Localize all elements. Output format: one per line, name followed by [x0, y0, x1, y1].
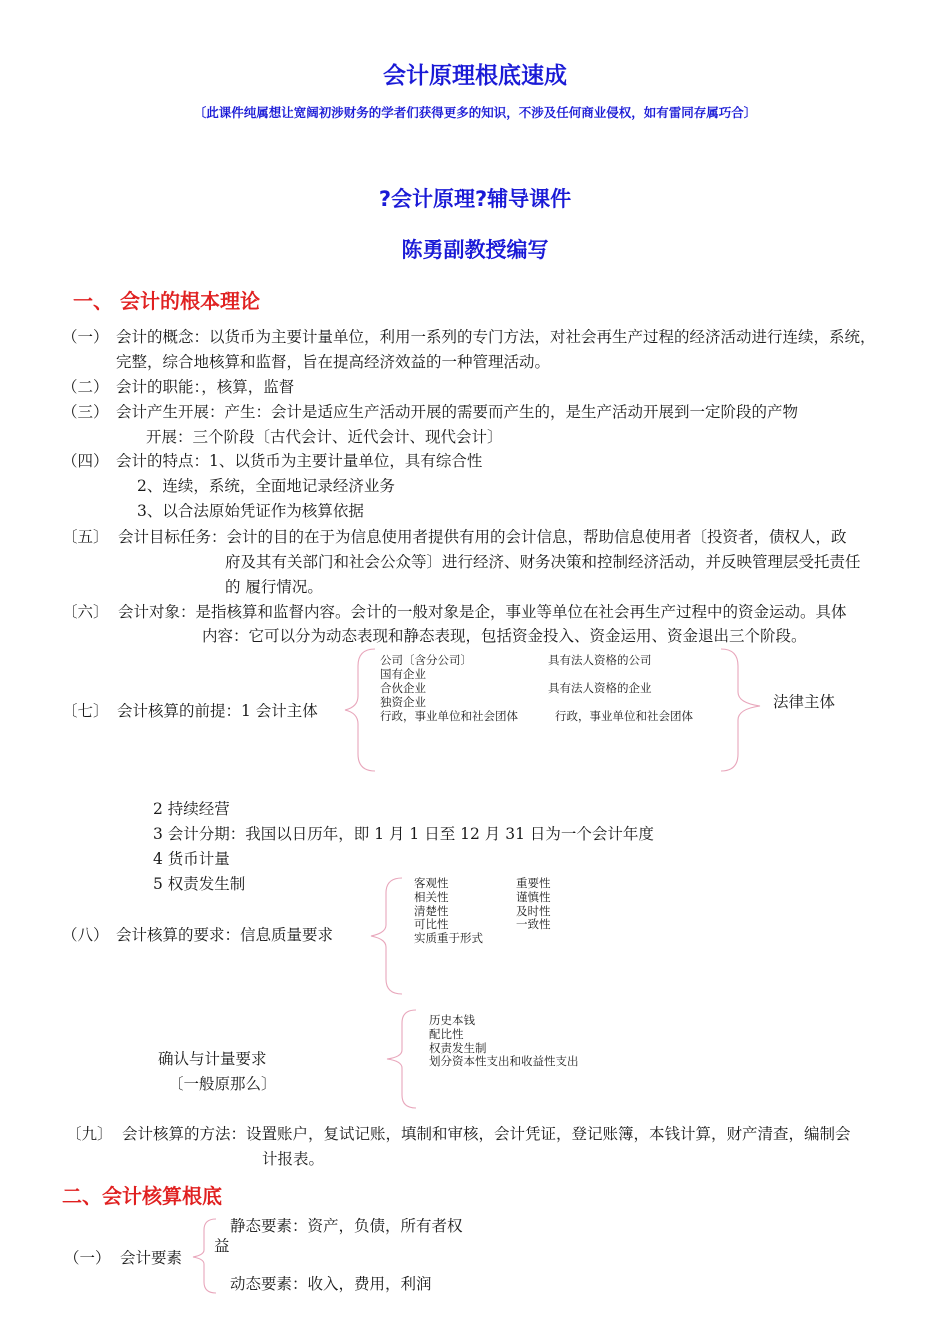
disclaimer: 〔此课件纯属想让宽阔初涉财务的学者们获得更多的知识，不涉及任何商业侵权，如有雷同存属巧合〕 [193, 105, 757, 120]
quality-left-3: 清楚性 [414, 904, 449, 918]
section-heading-2: 二、会计核算根底 [62, 1184, 222, 1208]
entity-right-2: 具有法人资格的企业 [548, 681, 652, 695]
premise-label: 会计核算的前提：1 会计主体 [117, 702, 318, 720]
measure-4: 划分资本性支出和收益性支出 [429, 1054, 579, 1068]
course-title: ?会计原理?辅导课件 [378, 187, 572, 211]
measure-3: 权责发生制 [429, 1041, 487, 1055]
entity-left-2: 国有企业 [380, 667, 426, 681]
item-number: （四） [62, 452, 109, 470]
goal-line-1: 会计目标任务：会计的目的在于为信息使用者提供有用的会计信息，帮助信息使用者〔投资者，债权人，政 [118, 528, 847, 546]
static-elements-wrap: 益 [214, 1237, 230, 1255]
item-number: （一） [64, 1249, 111, 1267]
quality-brace [368, 875, 408, 997]
requirement-label: 会计核算的要求：信息质量要求 [116, 926, 334, 944]
measurement-brace [384, 1007, 424, 1111]
origin-line-1: 会计产生开展：产生：会计是适应生产活动开展的需要而产生的，是生产活动开展到一定阶段的产物 [116, 403, 799, 421]
static-elements: 静态要素：资产，负债，所有者权 [230, 1217, 463, 1235]
concept-line-2: 完整，综合地核算和监督，旨在提高经济效益的一种管理活动。 [116, 353, 551, 371]
object-line-1: 会计对象：是指核算和监督内容。会计的一般对象是企，事业等单位在社会再生产过程中的资金运动。具体 [118, 603, 847, 621]
origin-line-2: 开展：三个阶段〔古代会计、近代会计、现代会计〕 [146, 428, 503, 446]
legal-entity-label: 法律主体 [773, 693, 836, 711]
entity-right-1: 具有法人资格的公司 [548, 653, 652, 667]
item-number: 〔六〕 [62, 603, 109, 621]
entity-right-3: 行政，事业单位和社会团体 [555, 709, 693, 723]
goal-line-2: 府及其有关部门和社会公众等〕进行经济、财务决策和控制经济活动，并反映管理层受托责任 [225, 553, 861, 571]
dynamic-elements: 动态要素：收入，费用，利润 [230, 1275, 432, 1293]
premise-2: 2 持续经营 [153, 800, 230, 818]
measurement-label: 确认与计量要求 [158, 1050, 267, 1068]
quality-left-1: 客观性 [414, 876, 449, 890]
right-brace [718, 646, 766, 774]
function-text: 会计的职能：，核算，监督 [116, 378, 295, 396]
document-title: 会计原理根底速成 [383, 63, 567, 89]
author-line: 陈勇副教授编写 [401, 238, 549, 262]
entity-left-5: 行政，事业单位和社会团体 [380, 709, 518, 723]
quality-right-1: 重要性 [516, 876, 551, 890]
feature-line-3: 3、以合法原始凭证作为核算依据 [137, 502, 364, 520]
premise-3: 3 会计分期：我国以日历年，即 1 月 1 日至 12 月 31 日为一个会计年度 [153, 825, 654, 843]
method-line-1: 会计核算的方法：设置账户，复试记账，填制和审核，会计凭证，登记账簿，本钱计算，财产清查，编制会 [122, 1125, 851, 1143]
object-line-2: 内容：它可以分为动态表现和静态表现，包括资金投入、资金运用、资金退出三个阶段。 [202, 627, 807, 645]
concept-line-1: 会计的概念：以货币为主要计量单位，利用一系列的专门方法，对社会再生产过程的经济活动进行连续，系统， [116, 328, 876, 346]
method-line-2: 计报表。 [262, 1150, 325, 1168]
item-number: 〔九〕 [66, 1125, 113, 1143]
feature-line-2: 2、连续，系统，全面地记录经济业务 [137, 477, 395, 495]
feature-line-1: 会计的特点：1、以货币为主要计量单位，具有综合性 [116, 452, 483, 470]
elements-label: 会计要素 [120, 1249, 183, 1267]
measure-1: 历史本钱 [429, 1013, 475, 1027]
item-number: （八） [62, 926, 109, 944]
measurement-sublabel: 〔一般原那么〕 [168, 1075, 277, 1093]
section-heading-1: 一、 会计的根本理论 [73, 289, 260, 313]
premise-4: 4 货币计量 [153, 850, 230, 868]
quality-left-5: 实质重于形式 [414, 931, 483, 945]
item-number: （一） [62, 328, 109, 346]
left-brace [342, 646, 382, 774]
quality-left-4: 可比性 [414, 917, 449, 931]
quality-left-2: 相关性 [414, 890, 449, 904]
measure-2: 配比性 [429, 1027, 464, 1041]
goal-line-3: 的 履行情况。 [225, 578, 323, 596]
quality-right-3: 及时性 [516, 904, 551, 918]
premise-5: 5 权责发生制 [153, 875, 246, 893]
entity-left-4: 独资企业 [380, 695, 426, 709]
quality-right-2: 谨慎性 [516, 890, 551, 904]
item-number: （三） [62, 403, 109, 421]
entity-left-1: 公司〔含分公司〕 [380, 653, 472, 667]
quality-right-4: 一致性 [516, 917, 551, 931]
entity-left-3: 合伙企业 [380, 681, 426, 695]
item-number: （二） [62, 378, 109, 396]
item-number: 〔五〕 [62, 528, 109, 546]
elements-brace [190, 1216, 224, 1296]
item-number: 〔七〕 [62, 702, 109, 720]
